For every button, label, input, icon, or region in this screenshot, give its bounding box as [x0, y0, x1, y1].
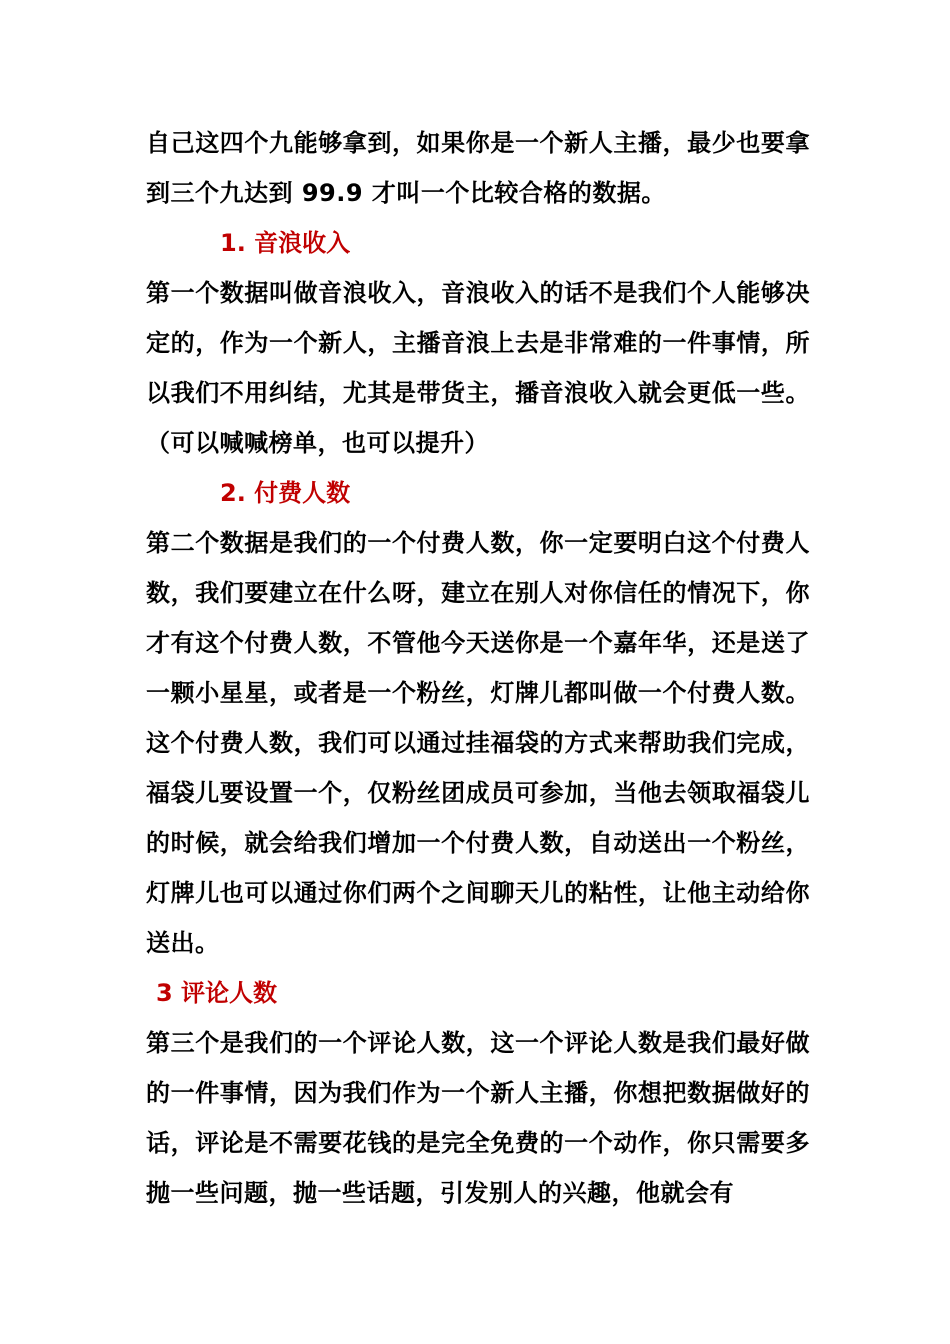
section-body-3: 第三个是我们的一个评论人数，这一个评论人数是我们最好做的一件事情，因为我们作为一个新人主播，你想把数据做好的话，评论是不需要花钱的是完全免费的一个动作，你只需要多抛一些问题，抛一些话题，引发别人的兴趣，他就会有 — [146, 1029, 810, 1207]
intro-paragraph: 自己这四个九能够拿到，如果你是一个新人主播，最少也要拿到三个九达到 99.9 才叫一个比较合格的数据。 — [146, 129, 810, 207]
section-body-1: 第一个数据叫做音浪收入，音浪收入的话不是我们个人能够决定的，作为一个新人，主播音浪上去是非常难的一件事情，所以我们不用纠结，尤其是带货主，播音浪收入就会更低一些。（可以喊喊榜单，也可以提升） — [146, 279, 810, 457]
section-heading-1: 1. 音浪收入 — [220, 229, 351, 257]
section-heading-2: 2. 付费人数 — [220, 479, 351, 507]
document-body — [146, 118, 810, 1218]
section-heading-3: 3 评论人数 — [156, 979, 278, 1007]
section-body-2: 第二个数据是我们的一个付费人数，你一定要明白这个付费人数，我们要建立在什么呀，建立在别人对你信任的情况下，你才有这个付费人数，不管他今天送你是一个嘉年华，还是送了一颗小星星，或者是一个粉丝，灯牌儿都叫做一个付费人数。这个付费人数，我们可以通过挂福袋的方式来帮助我们完成，福袋儿要设置一个，仅粉丝团成员可参加，当他去领取福袋儿的时候，就会给我们增加一个付费人数，自动送出一个粉丝，灯牌儿也可以通过你们两个之间聊天儿的粘性，让他主动给你送出。 — [146, 529, 810, 957]
